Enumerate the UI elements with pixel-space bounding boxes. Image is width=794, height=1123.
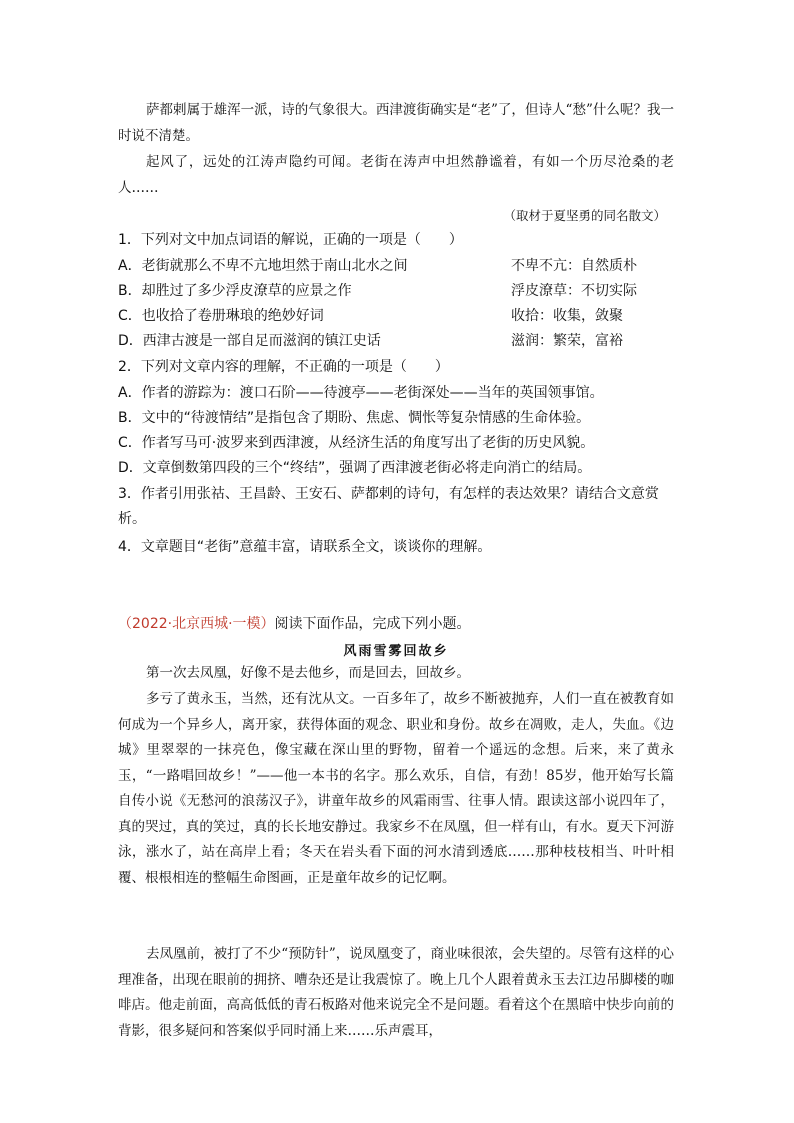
question-1-option-c: C．也收拾了卷册琳琅的绝妙好词 xyxy=(118,308,324,324)
question-1-option-b: B．却胜过了多少浮皮潦草的应景之作 xyxy=(118,283,352,299)
section-b-header xyxy=(118,614,678,634)
question-2-option-c: C．作者写马可·波罗来到西津渡，从经济生活的角度写出了老街的历史风貌。 xyxy=(118,435,595,451)
passage-a-paragraph-1: 萨都剌属于雄浑一派，诗的气象很大。西津渡街确实是“老”了，但诗人“愁”什么呢？我一时说不清楚。 xyxy=(118,102,674,144)
question-2-stem: 2．下列对文章内容的理解，不正确的一项是（ ） xyxy=(118,359,449,375)
question-2-option-d: D．文章倒数第四段的三个“终结”，强调了西津渡老街必将走向消亡的结局。 xyxy=(118,460,592,476)
question-1-option-a-note: 不卑不亢：自然质朴 xyxy=(511,258,637,274)
question-1-option-d-note: 滋润：繁荣，富裕 xyxy=(511,333,623,349)
passage-a-source: （取材于夏坚勇的同名散文） xyxy=(503,208,666,223)
question-3: 3．作者引用张祜、王昌龄、王安石、萨都剌的诗句，有怎样的表达效果？请结合文意赏析。 xyxy=(118,486,659,527)
passage-a-paragraph-2: 起风了，远处的江涛声隐约可闻。老街在涛声中坦然静谧着，有如一个历尽沧桑的老人…… xyxy=(118,154,674,196)
question-1-option-d: D．西津古渡是一部自足而滋润的镇江史话 xyxy=(118,333,381,349)
question-2-option-a: A．作者的游踪为：渡口石阶——待渡亭——老街深处——当年的英国领事馆。 xyxy=(118,385,604,401)
question-1-stem: 1．下列对文中加点词语的解说，正确的一项是（ ） xyxy=(118,232,463,248)
question-4: 4．文章题目“老街”意蕴丰富，请联系全文，谈谈你的理解。 xyxy=(118,539,492,555)
question-1-option-b-note: 浮皮潦草：不切实际 xyxy=(511,283,637,299)
passage-b-title: 风雨雪雾回故乡 xyxy=(343,644,449,659)
passage-b-paragraph-1: 第一次去凤凰，好像不是去他乡，而是回去，回故乡。 xyxy=(146,665,470,681)
question-1-option-c-note: 收拾：收集，敛聚 xyxy=(511,308,623,324)
section-b-instruction: 阅读下面作品，完成下列小题。 xyxy=(274,616,471,632)
question-1-option-a: A．老街就那么不卑不亢地坦然于南山北水之间 xyxy=(118,258,408,274)
passage-b-paragraph-2: 多亏了黄永玉，当然，还有沈从文。一百多年了，故乡不断被抛弃，人们一直在被教育如何成为一个异乡人，离开家，获得体面的观念、职业和身份。故乡在凋败，走人，失血。《边城》里翠翠的一抹亮色，像宝藏在深山里的野物，留着一个遥远的念想。后来，来了黄永玉，“一路唱回故乡！”——他一本书的名字。那么欢乐，自信，有劲！85岁，他开始写长篇自传小说《无愁河的浪荡汉子》，讲童年故乡的风霜雨雪、往事人情。跟读这部小说四年了，真的哭过，真的笑过，真的长长地安静过。我家乡不在凤凰，但一样有山，有水。夏天下河游泳，涨水了，站在高岸上看；冬天在岩头看下面的河水清到透底……那种枝枝相当、叶叶相覆、根根相连的整幅生命图画，正是童年故乡的记忆啊。 xyxy=(118,691,674,886)
passage-b-paragraph-3: 去凤凰前，被打了不少“预防针”，说凤凰变了，商业味很浓，会失望的。尽管有这样的心理准备，出现在眼前的拥挤、嘈杂还是让我震惊了。晚上几个人跟着黄永玉去江边吊脚楼的咖啡店。他走前面，高高低低的青石板路对他来说完全不是问题。看着这个在黑暗中快步向前的背影，很多疑问和答案似乎同时涌上来……乐声震耳， xyxy=(118,946,674,1039)
exam-source-tag: （2022·北京西城·一模） xyxy=(118,616,275,632)
question-2-option-b: B．文中的“待渡情结”是指包含了期盼、焦虑、惆怅等复杂情感的生命体验。 xyxy=(118,410,591,426)
